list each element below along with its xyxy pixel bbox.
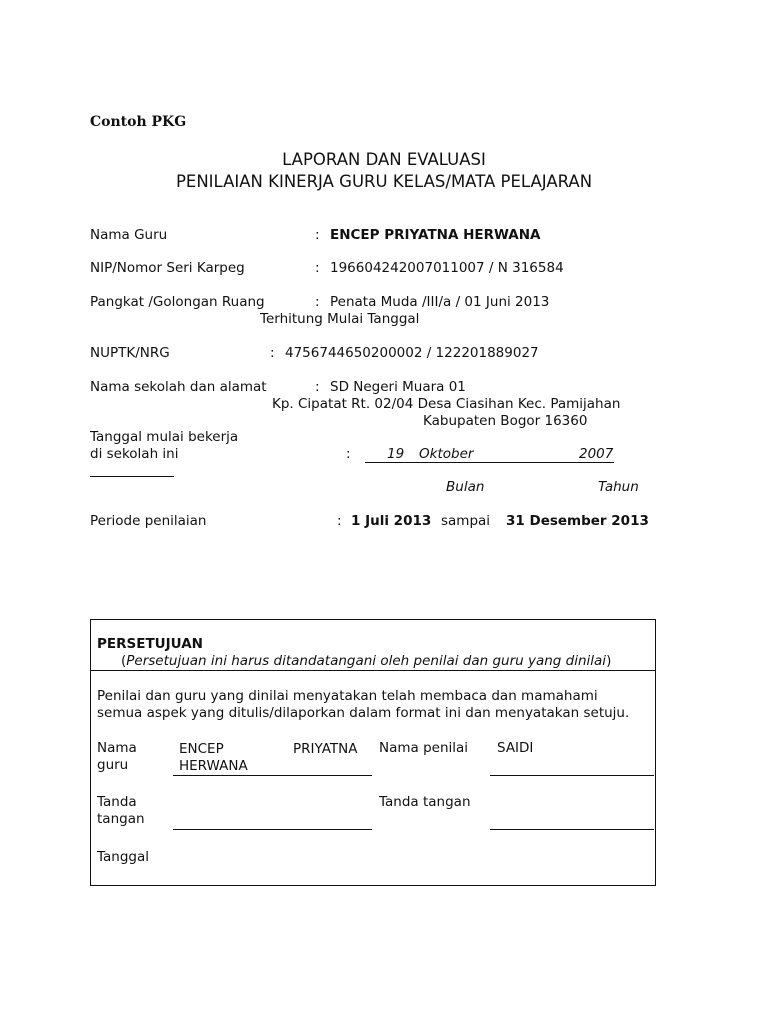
tanggal-mulai-year: 2007 [579,446,614,462]
approval-heading: PERSETUJUAN [97,636,203,652]
pangkat-colon: : [315,294,320,310]
tanggal-mulai-colon: : [346,446,351,462]
nuptk-colon: : [270,345,275,361]
title-line-2: PENILAIAN KINERJA GURU KELAS/MATA PELAJARAN [175,172,593,191]
periode-start: 1 Juli 2013 [351,513,432,529]
label-underline [90,476,174,477]
pangkat-value: Penata Muda /III/a / 01 Juni 2013 [330,294,550,310]
tanggal-mulai-label-1: Tanggal mulai bekerja [90,429,239,445]
approval-note [121,653,611,670]
guru-name-word-1: ENCEP [179,741,224,757]
periode-end: 31 Desember 2013 [506,513,649,529]
approval-statement-2: semua aspek yang ditulis/dilaporkan dalam format ini dan menyatakan setuju. [97,705,630,721]
approval-statement-1: Penilai dan guru yang dinilai menyatakan telah membaca dan mamahami [97,688,598,704]
penilai-name-line [490,775,654,776]
guru-signature-line [173,829,372,830]
sekolah-value: SD Negeri Muara 01 [330,379,466,395]
periode-colon: : [337,513,342,529]
nama-guru-sign-label-1: Nama [97,740,137,756]
tanggal-mulai-label-2: di sekolah ini [90,446,179,462]
periode-label: Periode penilaian [90,513,207,529]
tanggal-mulai-day: 19 [387,446,405,462]
pangkat-label: Pangkat /Golongan Ruang [90,294,265,310]
bulan-label: Bulan [446,479,485,495]
nama-guru-sign-label-2: guru [97,757,129,773]
guru-name-line [173,775,372,776]
sekolah-label: Nama sekolah dan alamat [90,379,267,395]
nama-guru-value: ENCEP PRIYATNA HERWANA [330,227,541,243]
approval-note-text: Persetujuan ini harus ditandatangani oleh penilai dan guru yang dinilai [126,653,607,669]
title-line-1: LAPORAN DAN EVALUASI [282,150,486,169]
nuptk-label: NUPTK/NRG [90,345,170,361]
nama-guru-label: Nama Guru [90,227,168,243]
tanggal-mulai-month: Oktober [419,446,474,462]
approval-note-close: ) [606,653,612,669]
sekolah-address-1: Kp. Cipatat Rt. 02/04 Desa Ciasihan Kec. Pamijahan [272,396,621,412]
tanggal-label: Tanggal [97,849,150,865]
sekolah-colon: : [315,379,320,395]
nip-value: 196604242007011007 / N 316584 [330,260,564,276]
document-label: Contoh PKG [90,114,187,130]
penilai-name: SAIDI [497,740,534,756]
tanda-tangan-label-1: Tanda [97,794,137,810]
sekolah-address-2: Kabupaten Bogor 16360 [423,413,588,429]
tahun-label: Tahun [598,479,639,495]
pangkat-subtext: Terhitung Mulai Tanggal [260,311,420,327]
nama-penilai-label: Nama penilai [379,740,469,756]
approval-note-open: ( [121,653,127,669]
approval-divider [91,670,655,671]
tanda-tangan-label-2: tangan [97,811,145,827]
guru-name-word-3: HERWANA [179,758,248,774]
nuptk-value: 4756744650200002 / 122201889027 [285,345,539,361]
nama-guru-colon: : [315,227,320,243]
periode-connector: sampai [441,513,491,529]
nip-colon: : [315,260,320,276]
nip-label: NIP/Nomor Seri Karpeg [90,260,245,276]
tanda-tangan-penilai-label: Tanda tangan [379,794,471,810]
penilai-signature-line [490,829,654,830]
guru-name-word-2: PRIYATNA [293,741,358,757]
tanggal-mulai-underline [365,462,614,463]
